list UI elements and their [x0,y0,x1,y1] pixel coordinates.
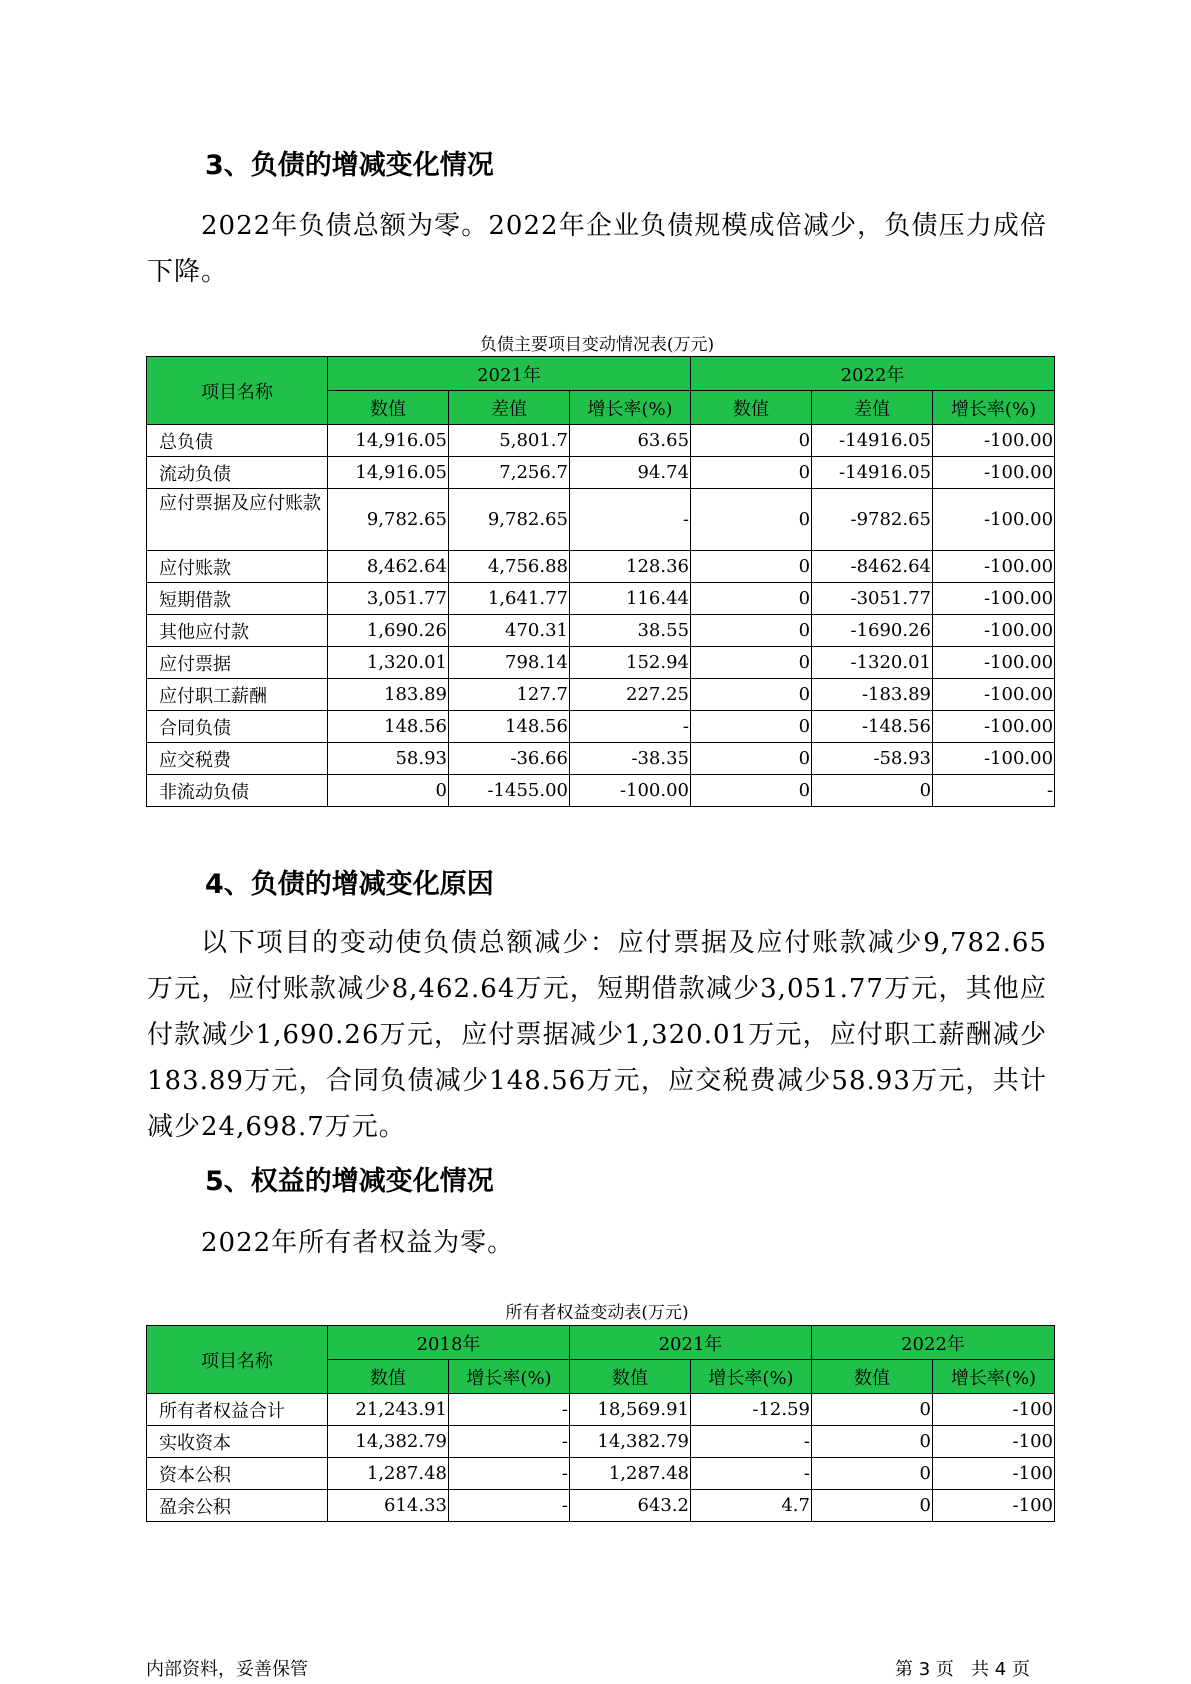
column-header-item-name: 项目名称 [147,357,328,425]
table-cell: 0 [691,647,812,679]
column-header-item-name: 项目名称 [147,1326,328,1394]
table-cell: 4.7 [691,1490,812,1522]
row-label: 流动负债 [147,457,328,489]
table-cell: 183.89 [328,679,449,711]
footer-confidential-note: 内部资料，妥善保管 [146,1659,308,1680]
table-cell: 0 [812,1490,933,1522]
table-cell: 4,756.88 [449,551,570,583]
column-subheader: 增长率(%) [570,391,691,425]
table-cell: -100.00 [933,551,1055,583]
table-cell: -58.93 [812,743,933,775]
column-subheader: 差值 [449,391,570,425]
table-row [147,457,1055,489]
table-cell: 63.65 [570,425,691,457]
table-cell: 14,382.79 [570,1426,691,1458]
table-cell: 0 [812,1426,933,1458]
table-cell: 14,916.05 [328,425,449,457]
table-cell: 1,287.48 [328,1458,449,1490]
section-4-heading: 4、负债的增减变化原因 [205,869,494,900]
table-cell: - [449,1394,570,1426]
table-cell: 18,569.91 [570,1394,691,1426]
table-cell: 128.36 [570,551,691,583]
table-cell: 0 [812,1394,933,1426]
table-cell: 38.55 [570,615,691,647]
table-cell: - [570,711,691,743]
table-row [147,647,1055,679]
table-cell: 14,382.79 [328,1426,449,1458]
section-3-heading: 3、负债的增减变化情况 [205,150,494,181]
table-row [147,583,1055,615]
table-cell: - [691,1426,812,1458]
table-cell: -12.59 [691,1394,812,1426]
row-label: 短期借款 [147,583,328,615]
table-cell: -1690.26 [812,615,933,647]
footer-page-number: 第 3 页 共 4 页 [895,1659,1030,1680]
table-cell: - [449,1426,570,1458]
table-cell: -100 [933,1394,1055,1426]
table-cell: -1455.00 [449,775,570,807]
table-cell: -100.00 [570,775,691,807]
table-2-caption: 所有者权益变动表(万元) [505,1303,689,1323]
column-subheader: 增长率(%) [691,1360,812,1394]
table-cell: -1320.01 [812,647,933,679]
liabilities-table [146,356,1055,807]
equity-table [146,1325,1055,1522]
table-row [147,711,1055,743]
table-cell: 0 [691,551,812,583]
column-subheader: 数值 [328,391,449,425]
table-cell: 0 [691,457,812,489]
table-cell: -148.56 [812,711,933,743]
table-row [147,1394,1055,1426]
row-label: 总负债 [147,425,328,457]
table-cell: -100 [933,1490,1055,1522]
table-cell: 798.14 [449,647,570,679]
table-1-caption: 负债主要项目变动情况表(万元) [479,335,715,355]
row-label: 资本公积 [147,1458,328,1490]
table-cell: - [570,489,691,551]
row-label: 应付票据 [147,647,328,679]
table-cell: 643.2 [570,1490,691,1522]
table-cell: 94.74 [570,457,691,489]
table-row [147,775,1055,807]
table-cell: 227.25 [570,679,691,711]
table-cell: 1,320.01 [328,647,449,679]
column-subheader: 增长率(%) [933,391,1055,425]
table-cell: 116.44 [570,583,691,615]
table-cell: -14916.05 [812,457,933,489]
table-row [147,1426,1055,1458]
table-cell: 0 [691,489,812,551]
table-cell: -3051.77 [812,583,933,615]
table-cell: -100.00 [933,647,1055,679]
table-cell: -100 [933,1426,1055,1458]
table-row [147,489,1055,551]
table-cell: -100.00 [933,743,1055,775]
table-row [147,679,1055,711]
table-row [147,425,1055,457]
row-label: 实收资本 [147,1426,328,1458]
table-cell: 0 [691,743,812,775]
table-cell: 0 [691,583,812,615]
table-cell: 9,782.65 [449,489,570,551]
table-cell: -100 [933,1458,1055,1490]
table-cell: 0 [691,425,812,457]
table-cell: 152.94 [570,647,691,679]
row-label: 盈余公积 [147,1490,328,1522]
table-cell: 127.7 [449,679,570,711]
row-label: 合同负债 [147,711,328,743]
table-cell: -8462.64 [812,551,933,583]
table-cell: 1,641.77 [449,583,570,615]
table-cell: - [449,1458,570,1490]
row-label: 非流动负债 [147,775,328,807]
table-cell: -100.00 [933,489,1055,551]
column-subheader: 增长率(%) [933,1360,1055,1394]
table-cell: -100.00 [933,679,1055,711]
table-cell: 0 [812,775,933,807]
table-cell: -36.66 [449,743,570,775]
row-label: 其他应付款 [147,615,328,647]
column-subheader: 数值 [570,1360,691,1394]
table-cell: 1,287.48 [570,1458,691,1490]
table-cell: -100.00 [933,457,1055,489]
section-4-paragraph: 以下项目的变动使负债总额减少：应付票据及应付账款减少9,782.65万元，应付账款减少8,462.64万元，短期借款减少3,051.77万元，其他应付款减少1,690.26万元，应付票据减少1,320.01万元，应付职工薪酬减少183.89万元，合同负债减少148.56万元，应交税费减少58.93万元，共计减少24,698.7万元。 [147,928,1047,1142]
table-cell: -100.00 [933,711,1055,743]
table-cell: 148.56 [449,711,570,743]
table-cell: -100.00 [933,425,1055,457]
column-subheader: 数值 [691,391,812,425]
table-row [147,1490,1055,1522]
column-subheader: 增长率(%) [449,1360,570,1394]
row-label: 应付票据及应付账款 [147,489,328,551]
column-subheader: 数值 [328,1360,449,1394]
table-cell: 5,801.7 [449,425,570,457]
table-cell: -100.00 [933,615,1055,647]
row-label: 应付职工薪酬 [147,679,328,711]
table-cell: -100.00 [933,583,1055,615]
table-cell: 148.56 [328,711,449,743]
column-group-header: 2022年 [691,357,1055,391]
column-subheader: 数值 [812,1360,933,1394]
table-cell: 470.31 [449,615,570,647]
table-cell: 8,462.64 [328,551,449,583]
table-cell: - [691,1458,812,1490]
table-cell: -183.89 [812,679,933,711]
column-group-header: 2021年 [328,357,691,391]
table-cell: 0 [691,679,812,711]
section-5-paragraph: 2022年所有者权益为零。 [201,1228,515,1258]
row-label: 所有者权益合计 [147,1394,328,1426]
table-cell: 0 [812,1458,933,1490]
column-subheader: 差值 [812,391,933,425]
table-cell: 0 [691,615,812,647]
table-cell: 21,243.91 [328,1394,449,1426]
header-row [147,1326,1055,1360]
table-row [147,551,1055,583]
column-group-header: 2022年 [812,1326,1055,1360]
column-group-header: 2021年 [570,1326,812,1360]
row-label: 应交税费 [147,743,328,775]
table-cell: 3,051.77 [328,583,449,615]
section-3-paragraph: 2022年负债总额为零。2022年企业负债规模成倍减少，负债压力成倍下降。 [147,211,1047,287]
table-cell: 7,256.7 [449,457,570,489]
table-cell: 1,690.26 [328,615,449,647]
table-cell: 58.93 [328,743,449,775]
table-cell: 14,916.05 [328,457,449,489]
table-cell: 0 [691,711,812,743]
table-cell: -9782.65 [812,489,933,551]
table-cell: - [449,1490,570,1522]
table-cell: 9,782.65 [328,489,449,551]
table-cell: 614.33 [328,1490,449,1522]
table-row [147,743,1055,775]
table-cell: 0 [691,775,812,807]
header-row [147,357,1055,391]
table-row [147,615,1055,647]
column-group-header: 2018年 [328,1326,570,1360]
row-label: 应付账款 [147,551,328,583]
table-cell: -14916.05 [812,425,933,457]
table-cell: - [933,775,1055,807]
table-cell: 0 [328,775,449,807]
table-row [147,1458,1055,1490]
table-cell: -38.35 [570,743,691,775]
section-5-heading: 5、权益的增减变化情况 [205,1166,494,1197]
